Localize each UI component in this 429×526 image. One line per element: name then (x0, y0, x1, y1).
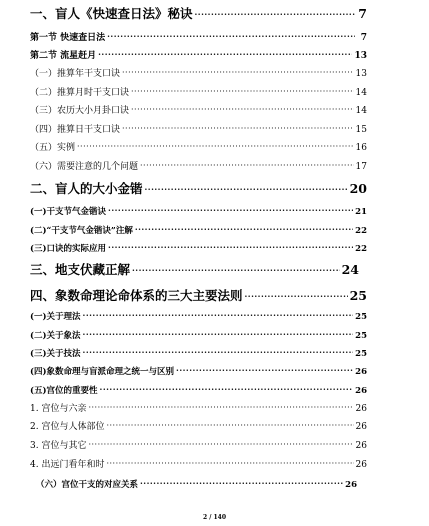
toc-entry-page: 25 (355, 331, 367, 341)
toc-entry-page: 7 (360, 33, 367, 43)
toc-entry[interactable] (30, 70, 367, 79)
dot-leader (108, 206, 353, 214)
toc-entry-page: 26 (355, 367, 367, 377)
dot-leader (195, 10, 355, 18)
toc-entry-title: (四)象数命理与盲派命理之统一与区别 (30, 367, 175, 377)
toc-entry[interactable] (30, 8, 367, 21)
toc-entry-page: 22 (355, 226, 367, 236)
toc-entry-page: 26 (355, 460, 367, 470)
dot-leader (176, 366, 353, 374)
toc-entry-title: 第一节 快速查日法 (30, 33, 106, 43)
toc-entry[interactable] (30, 33, 367, 43)
toc-entry-title: (二)关于象法 (30, 331, 81, 341)
toc-entry-page: 25 (355, 312, 367, 322)
toc-entry-title: 2. 宫位与人体部位 (30, 422, 105, 432)
toc-entry-title: 三、地支伏藏正解 (30, 262, 131, 277)
toc-entry-title: (一)关于理法 (30, 312, 81, 322)
toc-entry-page: 25 (349, 288, 367, 303)
toc-entry-page: 17 (355, 162, 367, 172)
toc-entry-page: 26 (355, 441, 367, 451)
dot-leader (245, 292, 348, 300)
toc-entry-page: 14 (355, 88, 367, 98)
dot-leader (122, 125, 354, 133)
toc-entry[interactable] (30, 349, 367, 359)
dot-leader (107, 32, 355, 40)
dot-leader (132, 266, 340, 274)
toc-entry-title: (三)口诀的实际应用 (30, 244, 107, 254)
toc-entry-page: 20 (349, 181, 367, 196)
dot-leader (100, 385, 354, 393)
toc-entry-page: 22 (355, 244, 367, 254)
dot-leader (88, 441, 353, 449)
dot-leader (140, 479, 343, 487)
toc-entry-title: (五)宫位的重要性 (30, 386, 98, 396)
toc-entry[interactable] (30, 405, 367, 414)
toc-entry-page: 26 (345, 480, 357, 490)
toc-entry-page: 13 (354, 51, 367, 61)
toc-entry-title: 第二节 流星赶月 (30, 51, 97, 61)
toc-entry-title: 3. 宫位与其它 (30, 441, 87, 451)
toc-entry-page: 13 (355, 69, 367, 79)
toc-entry[interactable] (30, 442, 367, 451)
toc-entry[interactable] (30, 331, 367, 341)
toc-entry[interactable] (30, 107, 367, 116)
toc-entry-page: 26 (355, 386, 367, 396)
toc-entry-title: 四、象数命理论命体系的三大主要法则 (30, 288, 243, 303)
toc-entry-page: 21 (355, 207, 367, 217)
dot-leader (98, 50, 352, 58)
toc-entry[interactable] (30, 89, 367, 98)
dot-leader (83, 330, 354, 338)
toc-entry[interactable] (30, 264, 359, 277)
dot-leader (145, 185, 348, 193)
toc-entry-title: (三)关于技法 (30, 349, 81, 359)
toc-entry-title: 4. 出远门看年和时 (30, 460, 105, 470)
dot-leader (83, 311, 354, 319)
toc-entry[interactable] (30, 367, 367, 377)
toc-entry-title: 1. 宫位与六亲 (30, 404, 87, 414)
toc-entry-page: 14 (355, 106, 367, 116)
dot-leader (108, 243, 353, 251)
toc-entry-page: 24 (341, 262, 359, 277)
dot-leader (106, 460, 353, 468)
toc-entry-title: (二)“干支节气金锴诀”注解 (30, 226, 133, 236)
toc-entry-page: 7 (358, 6, 367, 21)
toc-entry[interactable] (30, 51, 367, 61)
toc-entry-title: （六）宫位干支的对应关系 (36, 480, 139, 490)
dot-leader (106, 422, 353, 430)
dot-leader (88, 404, 353, 412)
toc-entry-page: 25 (355, 349, 367, 359)
toc-entry-title: （三）农历大小月卦口诀 (30, 106, 130, 116)
toc-entry[interactable] (30, 290, 367, 303)
toc-entry-title: （一）推算年干支口诀 (30, 69, 121, 79)
toc-entry-title: （二）推算月时干支口诀 (30, 88, 130, 98)
toc-entry[interactable] (36, 480, 357, 490)
dot-leader (135, 225, 353, 233)
toc-entry-title: (一)干支节气金锴诀 (30, 207, 107, 217)
dot-leader (140, 162, 354, 170)
dot-leader (131, 88, 354, 96)
toc-entry-page: 26 (355, 404, 367, 414)
toc-entry[interactable] (30, 386, 367, 396)
toc-entry[interactable] (30, 423, 367, 432)
toc-entry-page: 16 (355, 143, 367, 153)
toc-entry-title: 一、盲人《快速查日法》秘诀 (30, 6, 193, 21)
page-indicator: 2 / 140 (202, 514, 227, 521)
toc-entry[interactable] (30, 126, 367, 135)
toc-entry[interactable] (30, 163, 367, 172)
toc-entry[interactable] (30, 183, 367, 196)
toc-entry-page: 26 (355, 422, 367, 432)
toc-entry[interactable] (30, 244, 367, 254)
toc-entry-title: 二、盲人的大小金锴 (30, 181, 143, 196)
toc-entry-title: （五）实例 (30, 143, 76, 153)
toc-entry[interactable] (30, 226, 367, 236)
toc-entry-page: 15 (355, 125, 367, 135)
toc-entry[interactable] (30, 461, 367, 470)
toc-entry-title: （四）推算日干支口诀 (30, 125, 121, 135)
dot-leader (131, 106, 354, 114)
toc-entry[interactable] (30, 144, 367, 153)
dot-leader (77, 143, 354, 151)
toc-entry[interactable] (30, 312, 367, 322)
toc-entry-title: （六）需要注意的几个问题 (30, 162, 139, 172)
dot-leader (122, 69, 354, 77)
dot-leader (83, 348, 354, 356)
toc-entry[interactable] (30, 207, 367, 217)
